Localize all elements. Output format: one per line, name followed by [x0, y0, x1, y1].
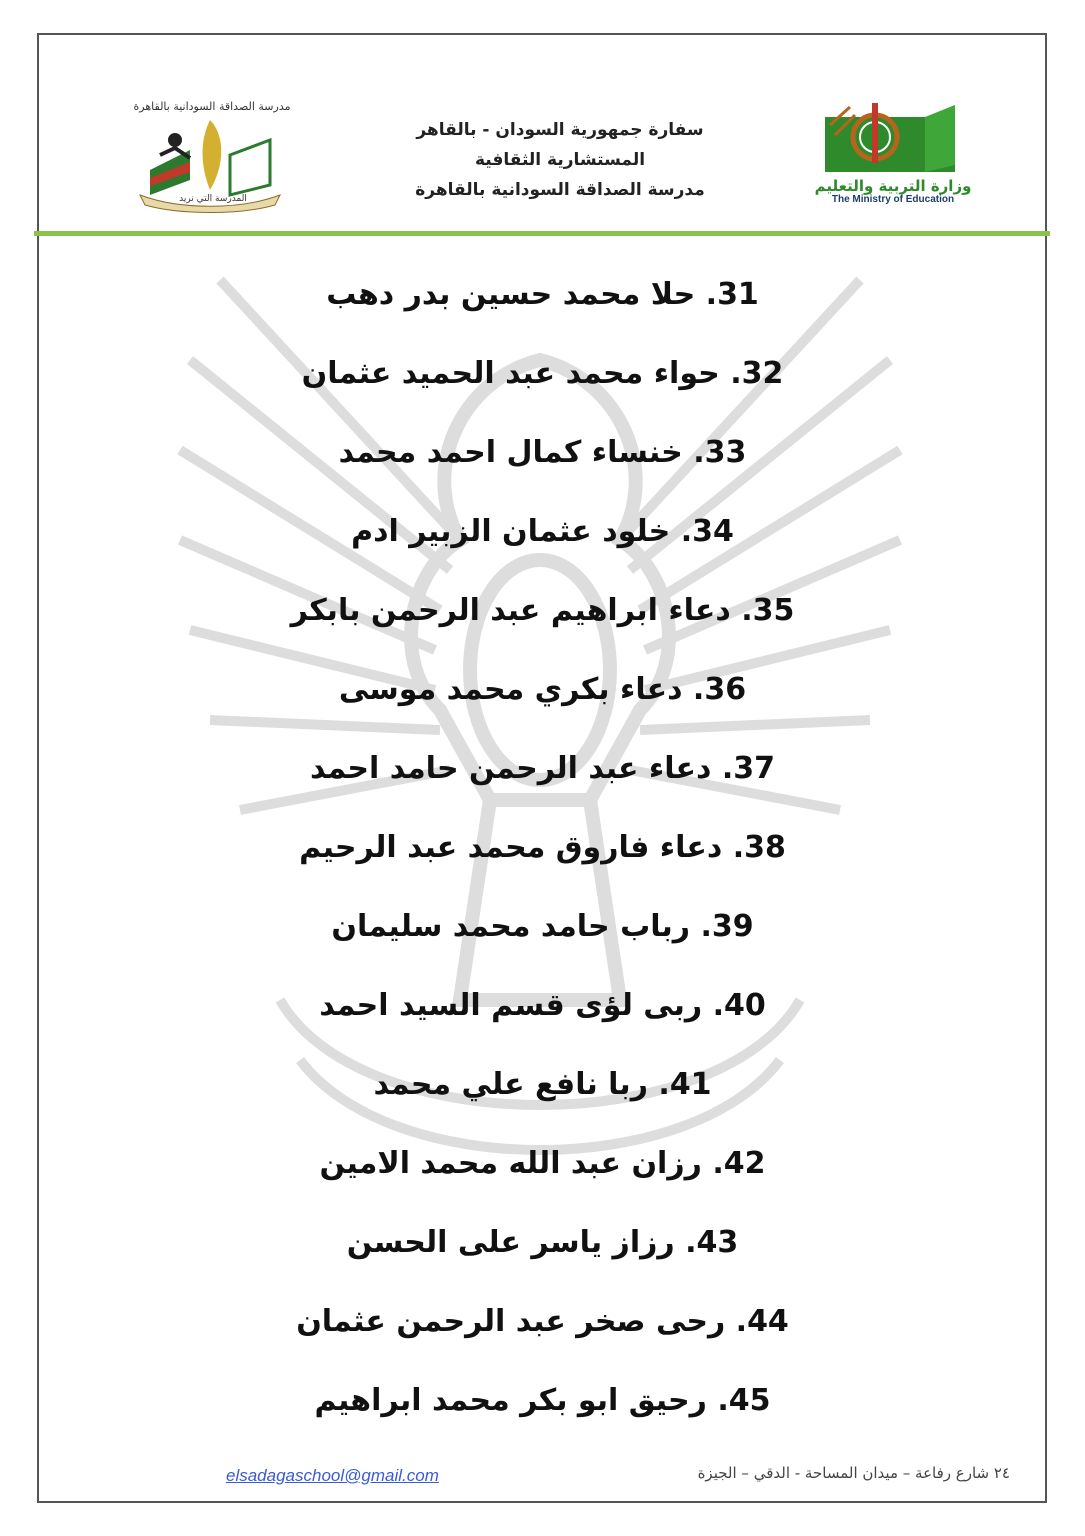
- list-item: 40. ربى لؤى قسم السيد احمد: [319, 988, 766, 1023]
- list-item: 31. حلا محمد حسين بدر دهب: [326, 277, 759, 312]
- list-item: 41. ربا نافع علي محمد: [373, 1067, 712, 1102]
- cultural-attache-line: المستشارية الثقافية: [474, 150, 646, 170]
- list-item: 34. خلود عثمان الزبير ادم: [351, 514, 734, 549]
- list-item: 45. رحيق ابو بكر محمد ابراهيم: [314, 1383, 771, 1418]
- footer-address: ٢٤ شارع رفاعة – ميدان المساحة - الدقي – الجيزة: [697, 1464, 1010, 1482]
- school-name-line: مدرسة الصداقة السودانية بالقاهرة: [415, 180, 705, 200]
- list-item: 43. رزاز ياسر على الحسن: [346, 1225, 739, 1260]
- school-logo-motto: المدرسة التي نريد: [179, 194, 247, 204]
- embassy-line: سفارة جمهورية السودان - بالقاهر: [416, 120, 704, 140]
- footer-email-link[interactable]: elsadagaschool@gmail.com: [226, 1466, 439, 1485]
- list-item: 42. رزان عبد الله محمد الامين: [319, 1146, 766, 1181]
- list-item: 44. رحى صخر عبد الرحمن عثمان: [296, 1304, 789, 1339]
- list-item: 33. خنساء كمال احمد محمد: [338, 435, 747, 470]
- list-item: 36. دعاء بكري محمد موسى: [338, 672, 747, 707]
- ministry-name-english: The Ministry of Education: [831, 194, 955, 205]
- list-item: 38. دعاء فاروق محمد عبد الرحيم: [299, 830, 786, 865]
- letterhead: [400, 115, 720, 205]
- ministry-name-arabic: وزارة التربية والتعليم: [814, 177, 972, 195]
- list-item: 35. دعاء ابراهيم عبد الرحمن بابكر: [290, 593, 795, 628]
- school-logo-arc-text: مدرسة الصداقة السودانية بالقاهرة: [133, 100, 291, 113]
- list-item: 37. دعاء عبد الرحمن حامد احمد: [309, 751, 775, 786]
- list-item: 32. حواء محمد عبد الحميد عثمان: [301, 356, 784, 391]
- list-item: 39. رباب حامد محمد سليمان: [331, 909, 754, 944]
- header-divider: [34, 231, 1050, 236]
